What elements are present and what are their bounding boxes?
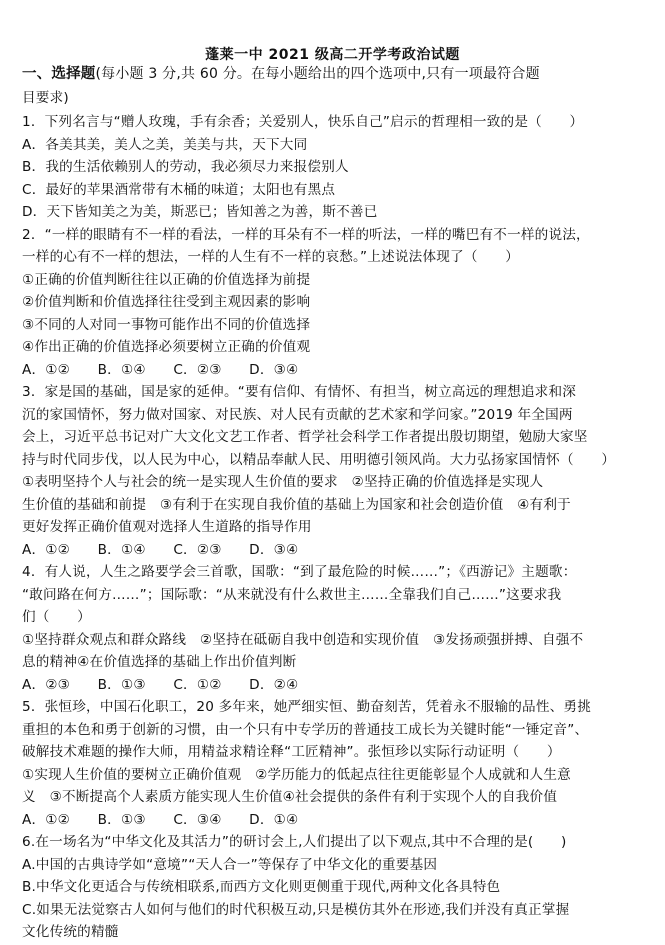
text-line: ①实现人生价值的要树立正确价值观 ②学历能力的低起点往往更能彰显个人成就和人生意 <box>22 766 571 783</box>
text-line: 持与时代同步伐，以人民为中心，以精品奉献人民、用明德引领风尚。大力弘扬家国情怀（ ） <box>22 451 616 468</box>
section-label: 一、选择题 <box>22 66 96 82</box>
text-line: 文化传统的精髓 <box>22 924 119 940</box>
text-line: 沉的家国情怀，努力做对国家、对民族、对人民有贡献的艺术家和学问家。”2019 年全国两 <box>22 406 573 423</box>
text-line: A．②③ B．①③ C．①② D．②④ <box>22 676 299 693</box>
text-line: C．最好的苹果酒常带有木桶的味道；太阳也有黑点 <box>22 181 336 198</box>
text-line: D．天下皆知美之为美，斯恶已；皆知善之为善，斯不善已 <box>22 204 378 220</box>
text-line: 3．家是国的基础，国是家的延伸。“要有信仰、有情怀、有担当，树立高远的理想追求和深 <box>22 384 577 400</box>
text-line: C.如果无法觉察古人如何与他们的时代积极互动,只是模仿其外在形迹,我们并没有真正掌握 <box>22 901 570 918</box>
text-line: B．我的生活依赖别人的劳动，我必须尽力来报偿别人 <box>22 159 349 175</box>
section-header <box>22 64 647 84</box>
text-line: 义 ③不断提高个人素质方能实现人生价值④社会提供的条件有利于实现个人的自我价值 <box>22 789 558 805</box>
text-line: 息的精神④在价值选择的基础上作出价值判断 <box>22 654 297 670</box>
text-line: ④作出正确的价值选择必须要树立正确的价值观 <box>22 339 311 355</box>
text-line: 会上，习近平总书记对广大文化文艺工作者、哲学社会科学工作者提出殷切期望，勉励大家坚 <box>22 429 588 445</box>
text-line: 们（ ） <box>22 609 91 625</box>
text-line: B.中华文化更适合与传统相联系,而西方文化则更侧重于现代,两种文化各具特色 <box>22 879 501 895</box>
text-line: A．各美其美，美人之美，美美与共，天下大同 <box>22 136 308 153</box>
text-line: 5．张恒珍，中国石化职工，20 多年来，她严细实恒、勤奋刻苦，凭着永不服输的品性、勇挑 <box>22 699 592 715</box>
text-line: A．①② B．①③ C．③④ D．①④ <box>22 811 299 828</box>
text-line: 4．有人说，人生之路要学会三首歌，国歌：“到了最危险的时候……”；《西游记》主题歌： <box>22 564 577 580</box>
text-line: ②价值判断和价值选择往往受到主观因素的影响 <box>22 294 311 310</box>
text-line: 破解技术难题的操作大师，用精益求精诠释“工匠精神”。张恒珍以实际行动证明（ ） <box>22 744 561 760</box>
exam-title: 蓬莱一中 2021 级高二开学考政治试题 <box>205 47 460 63</box>
text-line: A．①② B．①④ C．②③ D．③④ <box>22 541 299 558</box>
text-line: ①坚持群众观点和群众路线 ②坚持在砥砺自我中创造和实现价值 ③发扬顽强拼搏、自强不 <box>22 631 584 648</box>
text-line: A.中国的古典诗学如“意境”“天人合一”等保存了中华文化的重要基因 <box>22 856 438 873</box>
text-line: 重担的本色和勇于创新的习惯，由一个只有中专学历的普通技工成长为关键时能“一锤定音”、 <box>22 721 589 738</box>
text-line: ③不同的人对同一事物可能作出不同的价值选择 <box>22 316 311 333</box>
text-line: 生价值的基础和前提 ③有利于在实现自我价值的基础上为国家和社会创造价值 ④有利于 <box>22 496 571 513</box>
text-line: “敢问路在何方……”；国际歌：“从来就没有什么救世主……全靠我们自己……”这要求我 <box>22 586 562 603</box>
text-line: 更好发挥正确价值观对选择人生道路的指导作用 <box>22 519 312 535</box>
text-line: 一样的心有不一样的想法，一样的人生有不一样的哀愁。”上述说法体现了（ ） <box>22 249 520 265</box>
text-line: ①表明坚持个人与社会的统一是实现人生价值的要求 ②坚持正确的价值选择是实现人 <box>22 474 544 490</box>
text-line: 1．下列名言与“赠人玫瑰，手有余香；关爱别人，快乐自己”启示的哲理相一致的是（ ） <box>22 114 584 130</box>
text-line: 6.在一场名为“中华文化及其活力”的研讨会上,人们提出了以下观点,其中不合理的是( ) <box>22 834 567 850</box>
text-line: A．①② B．①④ C．②③ D．③④ <box>22 361 299 378</box>
text-line: ①正确的价值判断往往以正确的价值选择为前提 <box>22 271 311 288</box>
text-line: 2．“一样的眼睛有不一样的看法，一样的耳朵有不一样的听法，一样的嘴巴有不一样的说法， <box>22 226 590 243</box>
section-note: (每小题 3 分,共 60 分。在每小题给出的四个选项中,只有一项最符合题 <box>95 66 540 82</box>
section-note-cont: 目要求) <box>22 90 69 106</box>
